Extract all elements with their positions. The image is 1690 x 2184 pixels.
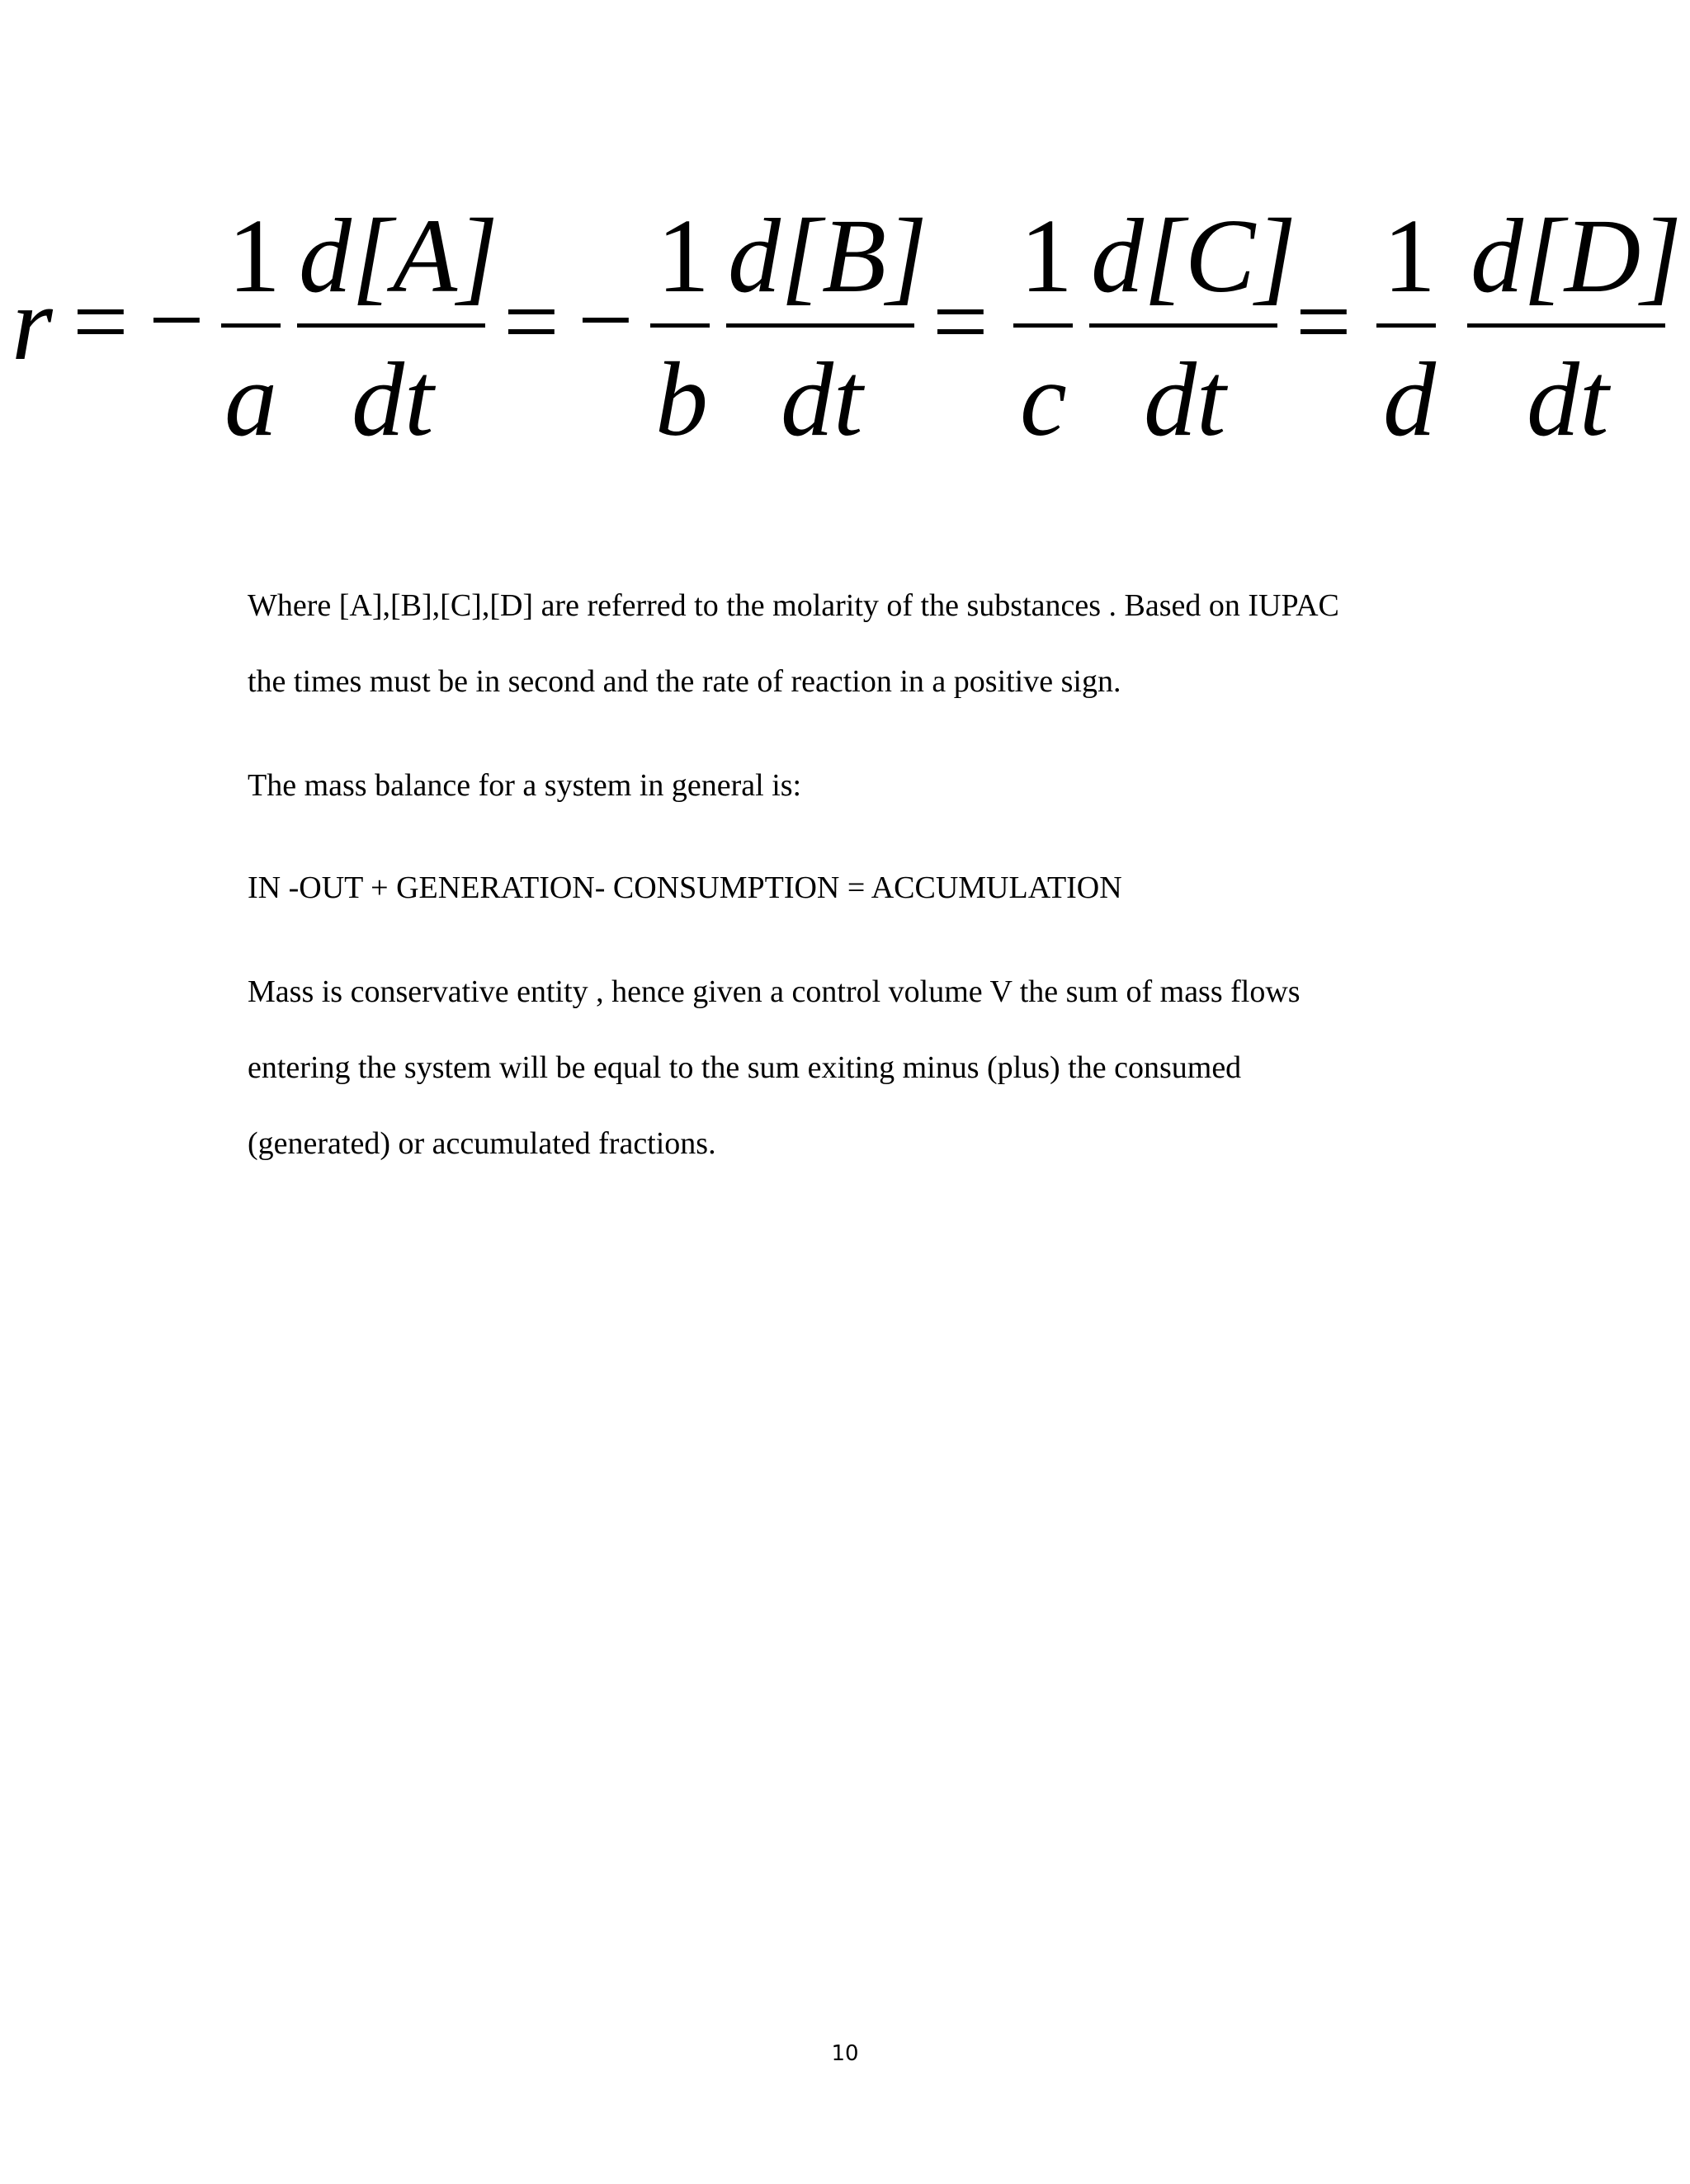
rate-equation	[0, 0, 1690, 512]
coefficient-numerator: 1	[1020, 197, 1073, 314]
text-line: The mass balance for a system in general is:	[248, 768, 802, 803]
equation-sign: −	[149, 265, 205, 375]
coefficient-denominator: b	[655, 341, 708, 458]
coefficient-denominator: d	[1383, 341, 1436, 458]
derivative-denominator: dt	[781, 341, 863, 458]
fraction-bar	[297, 323, 485, 328]
text-line: Mass is conservative entity , hence given a control volume V the sum of mass flows	[248, 974, 1301, 1009]
paragraph-mass-balance-intro	[248, 748, 1469, 823]
derivative-denominator: dt	[352, 341, 434, 458]
derivative-numerator: d[D]	[1470, 197, 1683, 314]
text-line: the times must be in second and the rate of reaction in a positive sign.	[248, 664, 1121, 699]
fraction-bar	[1013, 323, 1073, 328]
coefficient-denominator: c	[1020, 341, 1067, 458]
derivative-numerator: d[C]	[1091, 197, 1296, 314]
equation-equals: =	[503, 267, 559, 376]
equation-lhs: r	[12, 265, 53, 382]
equation-equals: =	[1296, 267, 1352, 376]
fraction-bar	[221, 323, 281, 328]
paragraph-mass-balance-equation	[248, 850, 1469, 926]
coefficient-numerator: 1	[657, 197, 710, 314]
coefficient-numerator: 1	[228, 197, 281, 314]
fraction-bar	[1467, 323, 1665, 328]
equation-equals: =	[73, 267, 129, 376]
paragraph-molarity	[248, 568, 1469, 719]
paragraph-conservation	[248, 954, 1469, 1182]
fraction-bar	[1089, 323, 1277, 328]
fraction-bar	[650, 323, 710, 328]
text-line: IN -OUT + GENERATION- CONSUMPTION = ACCUMULATION	[248, 870, 1122, 905]
fraction-bar	[1376, 323, 1436, 328]
derivative-numerator: d[B]	[728, 197, 928, 314]
coefficient-numerator: 1	[1383, 197, 1436, 314]
fraction-bar	[726, 323, 914, 328]
derivative-denominator: dt	[1144, 341, 1226, 458]
text-line: Where [A],[B],[C],[D] are referred to the molarity of the substances . Based on IUPAC	[248, 588, 1339, 623]
equation-equals: =	[932, 267, 989, 376]
coefficient-denominator: a	[224, 341, 277, 458]
text-line: entering the system will be equal to the sum exiting minus (plus) the consumed	[248, 1050, 1242, 1085]
page-number: 10	[831, 2041, 859, 2066]
text-line: (generated) or accumulated fractions.	[248, 1126, 716, 1161]
derivative-numerator: d[A]	[299, 197, 498, 314]
derivative-denominator: dt	[1527, 341, 1609, 458]
equation-sign: −	[578, 265, 634, 375]
